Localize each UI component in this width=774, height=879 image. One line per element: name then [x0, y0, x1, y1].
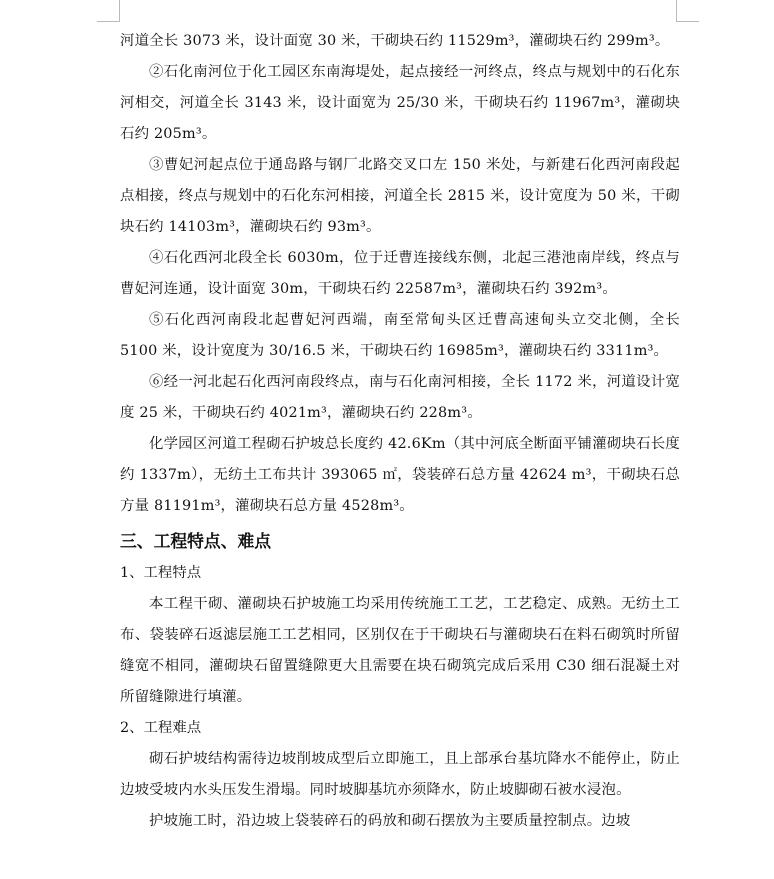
paragraph-caofei-river: ③曹妃河起点位于通岛路与钢厂北路交叉口左 150 米处，与新建石化西河南段起点相接，终点与规划中的石化东河相接，河道全长 2815 米，设计宽度为 50 米，干砌块石约 14103m³，灌砌块石约 93m³。 [120, 157, 680, 235]
paragraph-river-length-intro: 河道全长 3073 米，设计面宽 30 米，干砌块石约 11529m³，灌砌块石约 299m³。 [120, 33, 670, 49]
page-corner-mark-right [676, 0, 699, 22]
paragraph-jingyi-river: ⑥经一河北起石化西河南段终点，南与石化南河相接，全长 1172 米，河道设计宽度 25 米，干砌块石约 4021m³，灌砌块石约 228m³。 [120, 374, 680, 421]
page-corner-mark-left [97, 0, 120, 22]
paragraph-features: 本工程干砌、灌砌块石护坡施工均采用传统施工工艺，工艺稳定、成熟。无纺土工布、袋装碎石返滤层施工工艺相同，区别仅在于干砌块石与灌砌块石在料石砌筑时所留缝宽不相同，灌砌块石留置缝隙更大且需要在块石砌筑完成后采用 C30 细石混凝土对所留缝隙进行填灌。 [120, 596, 680, 705]
paragraph-difficulties-1: 砌石护坡结构需待边坡削坡成型后立即施工，且上部承台基坑降水不能停止，防止边坡受坡内水头压发生滑塌。同时坡脚基坑亦须降水，防止坡脚砌石被水浸泡。 [120, 751, 680, 798]
paragraph-total-summary: 化学园区河道工程砌石护坡总长度约 42.6Km（其中河底全断面平铺灌砌块石长度约 1337m），无纺土工布共计 393065 ㎡，袋装碎石总方量 42624 m³，干砌块石总方量 81191m³，灌砌块石总方量 4528m³。 [120, 436, 680, 514]
subsection-title-difficulties: 2、工程难点 [120, 720, 202, 736]
subsection-title-features: 1、工程特点 [120, 565, 202, 581]
paragraph-difficulties-2: 护坡施工时，沿边坡上袋装碎石的码放和砌石摆放为主要质量控制点。边坡 [149, 813, 631, 829]
paragraph-shihua-west-south: ⑤石化西河南段北起曹妃河西端，南至常甸头区迁曹高速甸头立交北侧，全长 5100 米，设计宽度为 30/16.5 米，干砌块石约 16985m³，灌砌块石约 3311m³。 [120, 312, 680, 359]
section-heading: 三、工程特点、难点 [120, 531, 272, 551]
document-page [120, 26, 680, 837]
paragraph-shihua-west-north: ④石化西河北段全长 6030m，位于迁曹连接线东侧，北起三港池南岸线，终点与曹妃河连通，设计面宽 30m，干砌块石约 22587m³，灌砌块石约 392m³。 [120, 250, 680, 297]
paragraph-shihua-south-river: ②石化南河位于化工园区东南海堤处，起点接经一河终点，终点与规划中的石化东河相交，河道全长 3143 米，设计面宽为 25/30 米，干砌块石约 11967m³，灌砌块石约 205m³。 [120, 64, 680, 142]
